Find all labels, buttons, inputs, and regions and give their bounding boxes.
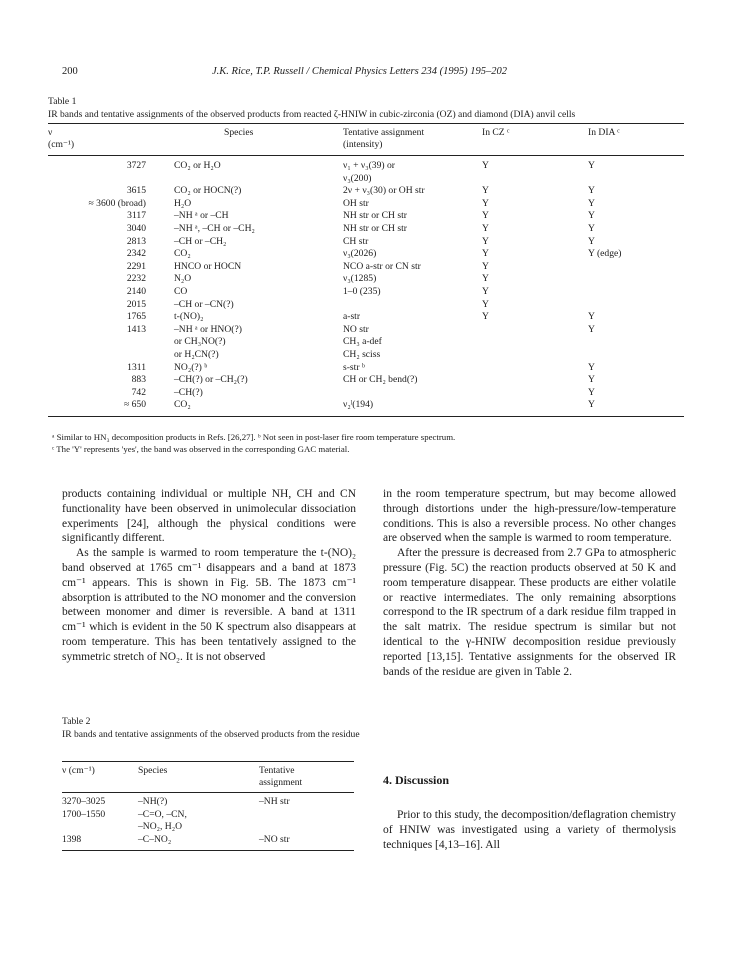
right-column-text (383, 487, 676, 679)
table1-cell-species: N₂O (174, 273, 192, 285)
table1-cell-nu: ≈ 650 (123, 399, 146, 411)
page-header (62, 66, 674, 80)
table1-cell-nu: 1765 (126, 311, 146, 323)
table1-cell-dia: Y (588, 197, 595, 209)
table1-cell-dia: Y (588, 361, 595, 373)
table2-cell-species: –NH(?) (138, 796, 168, 807)
table1-cell-cz: Y (482, 160, 489, 171)
table1-header-dia: In DIA ᶜ (588, 127, 620, 138)
table1-cell-dia: Y (588, 311, 595, 323)
table1-cell-nu: 742 (131, 386, 146, 398)
table1-header-species: Species (224, 127, 254, 138)
table1-cell-cz: Y (482, 235, 489, 247)
running-title: J.K. Rice, T.P. Russell / Chemical Physics Letters 234 (1995) 195–202 (212, 66, 508, 77)
table1-cell-species: –CH or –CH₂ (174, 235, 227, 247)
left-column-text (62, 487, 356, 665)
table1-header (48, 124, 684, 156)
table1-row (48, 374, 684, 387)
table1-cell-assign: ν₃(200) (343, 172, 372, 184)
section-heading: 4. Discussion (383, 773, 450, 787)
table1-cell-nu: 2813 (126, 235, 146, 247)
table1-cell-species: –CH(?) (174, 386, 203, 398)
table1-cell-nu: 1413 (126, 323, 146, 335)
table2-row (62, 821, 354, 834)
table1-cell-assign: NO str (343, 323, 369, 335)
table1-cell-nu: 3040 (126, 222, 146, 234)
table1-cell-species: –CH(?) or –CH₂(?) (174, 374, 248, 386)
right-paragraph-2: After the pressure is decreased from 2.7 GPa to atmospheric pressure (Fig. 5C) the reaction products observed at 50 K and room temperature disappear. These products are either volatile or reactive intermediates. The only remaining absorptions correspond to the IR spectrum of a dark residue film trapped in the salt matrix. The residue spectrum is similar but not identical to the γ-HNIW decomposition residue previously reported [13,15]. Tentative assignments for the observed IR bands of the residue are given in Table 2. (383, 547, 676, 678)
t2-assign-line1: Tentative (259, 765, 295, 776)
table1-row (48, 173, 684, 186)
table1-row (48, 198, 684, 211)
table1-row (48, 311, 684, 324)
table1-cell-assign: ν₂ˡ(194) (343, 399, 374, 411)
table1-cell-assign: CH₂ sciss (343, 348, 381, 360)
table1-cell-dia: Y (588, 386, 595, 398)
right-paragraph-1: in the room temperature spectrum, but may become allowed through distortions under the high-pressure/low-temperature conditions. This is also a reversible process. No other changes are observed when the sample is warmed to room temperature. (383, 488, 676, 545)
table1-row (48, 362, 684, 375)
table1-row (48, 299, 684, 312)
table2-caption: IR bands and tentative assignments of the observed products from the residue (62, 728, 360, 740)
table1-header-cz: In CZ ᶜ (482, 127, 510, 138)
table2-cell-species: –C–NO₂ (138, 833, 172, 845)
table2-header-species: Species (138, 765, 168, 776)
table1-cell-cz: Y (482, 285, 489, 297)
table1-cell-nu: 2291 (126, 260, 146, 272)
table2-caption-block (62, 716, 362, 741)
table1-cell-dia: Y (588, 374, 595, 386)
table1-cell-nu: 2140 (126, 285, 146, 297)
table1-cell-assign: NCO a-str or CN str (343, 260, 421, 272)
table1-cell-cz: Y (482, 260, 489, 272)
nu-symbol: ν (48, 127, 53, 138)
table1-row (48, 236, 684, 249)
table1-cell-assign: 2ν + ν₃(30) or OH str (343, 185, 425, 197)
table1-row (48, 261, 684, 274)
table1-cell-species: NO₂(?) ᵇ (174, 361, 208, 373)
table1-cell-nu: 1311 (127, 361, 146, 373)
table1-cell-species: –CH or –CN(?) (174, 298, 234, 310)
table1-cell-nu: 2342 (126, 248, 146, 260)
table1-cell-species: –NH ᵃ or HNO(?) (174, 323, 242, 335)
table1-caption-block (48, 96, 682, 121)
table1-row (48, 210, 684, 223)
table2-cell-assign: –NO str (259, 833, 290, 845)
table1-cell-species: or CH₃NO(?) (174, 336, 226, 348)
table1-header-nu (48, 127, 74, 151)
table1-header-assignment (343, 127, 424, 151)
table1-cell-dia: Y (588, 323, 595, 335)
table1-cell-dia: Y (588, 160, 595, 171)
table1-row (48, 286, 684, 299)
table1-cell-dia: Y (588, 222, 595, 234)
table2-header (62, 762, 354, 793)
table1-cell-nu: 3727 (126, 160, 146, 171)
table2-body (62, 793, 354, 851)
table1-cell-dia: Y (588, 399, 595, 411)
table1-cell-assign: 1–0 (235) (343, 285, 381, 297)
left-paragraph-2: As the sample is warmed to room temperature the t-(NO)₂ band observed at 1765 cm⁻¹ disappears and a band at 1873 cm⁻¹ appears. This is shown in Fig. 5B. The 1873 cm⁻¹ absorption is attributed to the NO monomer and the conversion between monomer and dimer is reversible. A band at 1311 cm⁻¹ which is evident in the 50 K spectrum also disappears at room temperature. This has been tentatively assigned to the symmetric stretch of NO₂. It is not observed (62, 547, 356, 663)
discussion-text (383, 808, 676, 852)
table1-cell-assign: ν₁ + ν₃(39) or (343, 160, 395, 171)
table1-cell-dia: Y (588, 185, 595, 197)
table2-cell-assign: –NH str (259, 796, 290, 807)
table2-header-assignment (259, 765, 302, 789)
table1-row (48, 223, 684, 236)
table1-cell-cz: Y (482, 185, 489, 197)
table1-cell-species: CO₂ or H₂O (174, 160, 221, 171)
table1-cell-species: HNCO or HOCN (174, 260, 242, 272)
table1-row (48, 273, 684, 286)
table1-cell-species: –NH ᵃ or –CH (174, 210, 229, 222)
table1-cell-assign: NH str or CH str (343, 210, 407, 222)
table1-cell-cz: Y (482, 197, 489, 209)
table1-cell-species: CO₂ (174, 399, 191, 411)
table1-cell-nu: 2015 (126, 298, 146, 310)
table1-row (48, 349, 684, 362)
table1-row (48, 336, 684, 349)
table2-row (62, 834, 354, 847)
table1-row (48, 160, 684, 173)
table1-cell-nu: 2232 (126, 273, 146, 285)
nu-unit: (cm⁻¹) (48, 139, 75, 150)
table1-cell-cz: Y (482, 273, 489, 285)
table1-cell-assign: OH str (343, 197, 369, 209)
table1-cell-nu: ≈ 3600 (broad) (88, 197, 146, 209)
table1-body (48, 156, 684, 417)
page-number: 200 (62, 66, 78, 77)
table1-cell-cz: Y (482, 222, 489, 234)
table1-cell-dia: Y (588, 235, 595, 247)
table1-cell-species: CO (174, 285, 188, 297)
table2-label: Table 2 (62, 716, 91, 727)
table1-cell-assign: s-str ᵇ (343, 361, 365, 373)
table1-cell-assign: CH or CH₂ bend(?) (343, 374, 418, 386)
table1 (48, 123, 684, 417)
assign-line1: Tentative assignment (343, 127, 425, 138)
table2-cell-nu: 1700–1550 (62, 808, 106, 820)
table2-cell-nu: 3270–3025 (62, 796, 106, 807)
table1-cell-assign: ν₃(2026) (343, 248, 377, 260)
table1-row (48, 387, 684, 400)
table1-row (48, 185, 684, 198)
table1-cell-species: or H₂CN(?) (174, 348, 219, 360)
left-paragraph-1: products containing individual or multiple NH, CH and CN functionality have been observed in unimolecular dissociation experiments [24], although the physical conditions were significantly different. (62, 488, 356, 545)
table2-cell-nu: 1398 (62, 833, 82, 845)
discussion-paragraph: Prior to this study, the decomposition/deflagration chemistry of HNIW was investigated using a variety of thermolysis techniques [4,13–16]. All (383, 809, 676, 851)
table2-row (62, 796, 354, 809)
table1-cell-species: t-(NO)₂ (174, 311, 204, 323)
table1-cell-nu: 3615 (126, 185, 146, 197)
table2-header-nu: ν (cm⁻¹) (62, 765, 95, 776)
table1-cell-species: CO₂ (174, 248, 191, 260)
table1-cell-cz: Y (482, 311, 489, 323)
table1-cell-cz: Y (482, 298, 489, 310)
t2-assign-line2: assignment (259, 777, 303, 788)
table1-cell-dia: Y (edge) (588, 248, 622, 260)
table1-cell-assign: CH str (343, 235, 369, 247)
table1-cell-species: CO₂ or HOCN(?) (174, 185, 242, 197)
table1-cell-assign: NH str or CH str (343, 222, 407, 234)
table1-row (48, 324, 684, 337)
table1-footnote-c: ᶜ The 'Y' represents 'yes', the band was observed in the corresponding GAC material. (52, 444, 350, 454)
table2-cell-species: –C=O, –CN, (138, 808, 187, 820)
table1-label: Table 1 (48, 96, 77, 107)
table1-cell-assign: ν₃(1285) (343, 273, 377, 285)
table1-footnote-ab: ᵃ Similar to HN₃ decomposition products in Refs. [26,27]. ᵇ Not seen in post-laser fire room temperature spectrum. (52, 432, 456, 442)
table1-cell-cz: Y (482, 248, 489, 260)
table1-cell-species: H₂O (174, 197, 192, 209)
table1-cell-nu: 883 (131, 374, 146, 386)
table2-row (62, 809, 354, 822)
table1-cell-nu: 3117 (127, 210, 146, 222)
table1-row (48, 248, 684, 261)
table1-cell-species: –NH ᵃ, –CH or –CH₂ (174, 222, 255, 234)
assign-line2: (intensity) (343, 139, 383, 150)
table2-cell-species: –NO₂, H₂O (138, 821, 182, 833)
table1-cell-dia: Y (588, 210, 595, 222)
table2 (62, 761, 354, 851)
table1-caption: IR bands and tentative assignments of the observed products from reacted ζ-HNIW in cubic-zirconia (OZ) and diamond (DIA) anvil cells (48, 108, 576, 120)
table1-cell-assign: a-str (343, 311, 361, 323)
table1-cell-cz: Y (482, 210, 489, 222)
table1-cell-assign: CH₃ a-def (343, 336, 382, 348)
table1-row (48, 399, 684, 412)
